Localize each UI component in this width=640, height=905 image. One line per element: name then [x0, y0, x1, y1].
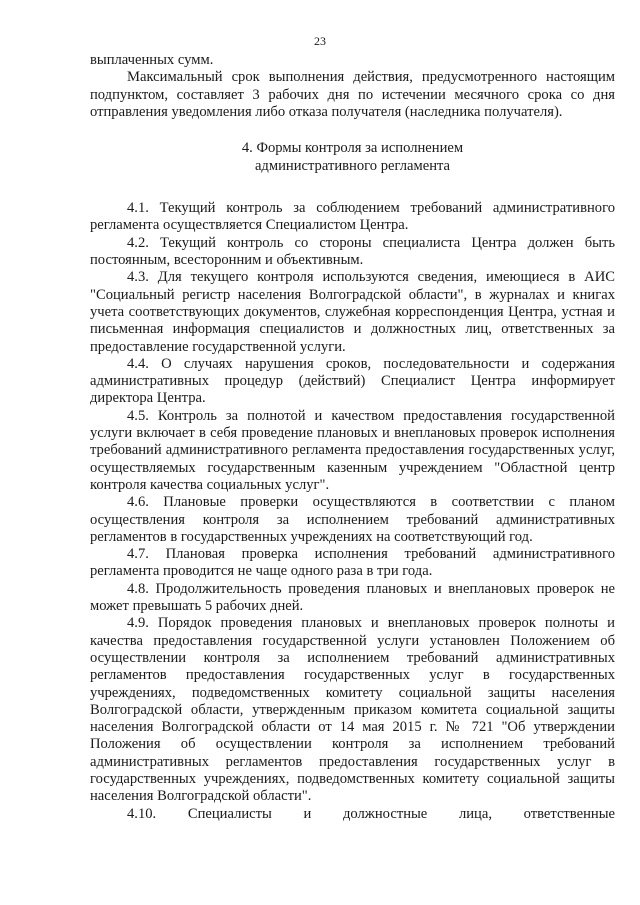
- paragraph-4-10-start: 4.10. Специалисты и должностные лица, ответственные: [127, 805, 615, 822]
- section-title-line-1: 4. Формы контроля за исполнением: [241, 140, 464, 157]
- paragraph-4-1: 4.1. Текущий контроль за соблюдением требований административного регламента осуществляется Специалистом Центра.: [90, 200, 615, 234]
- document-body: [90, 52, 615, 823]
- paragraph-4-5: 4.5. Контроль за полнотой и качеством предоставления государственной услуги включает в себя проведение плановых и внеплановых проверок исполнения требований административного регламента предоставления государственных услуг, осуществляемых государственным казенным учреждением "Областной центр контроля качества социальных услуг".: [90, 407, 615, 493]
- paragraph-4-8: 4.8. Продолжительность проведения плановых и внеплановых проверок не может превышать 5 рабочих дней.: [90, 580, 615, 615]
- paragraph-4-7: 4.7. Плановая проверка исполнения требований административного регламента проводится не чаще одного раза в три года.: [90, 546, 615, 580]
- paragraph-4-3: 4.3. Для текущего контроля используются сведения, имеющиеся в АИС "Социальный регистр населения Волгоградской области", в журналах и книгах учета соответствующих документов, служебная корреспонденция Центра, устная и письменная информация специалистов и должностных лиц, ответственных за предоставление государственной услуги.: [90, 269, 615, 355]
- paragraph-4-2: 4.2. Текущий контроль со стороны специалиста Центра должен быть постоянным, всесторонним и объективным.: [90, 234, 615, 269]
- paragraph-4-4: 4.4. О случаях нарушения сроков, последовательности и содержания административных процедур (действий) Специалист Центра информирует директора Центра.: [90, 355, 615, 407]
- continuation-line: выплаченных сумм.: [90, 52, 214, 68]
- section-title: [90, 139, 615, 175]
- page-number: 23: [314, 34, 326, 48]
- section-title-line-2: административного регламента: [254, 158, 451, 175]
- paragraph-4-6: 4.6. Плановые проверки осуществляются в соответствии с планом осуществления контроля за исполнением требований административных регламентов в государственных учреждениях на соответствующий год.: [90, 494, 615, 545]
- paragraph-deadline: Максимальный срок выполнения действия, предусмотренного настоящим подпунктом, составляет 3 рабочих дня по истечении месячного срока со дня отправления уведомления либо отказа получателя (наследника получателя).: [90, 69, 615, 120]
- paragraph-4-9: 4.9. Порядок проведения плановых и внеплановых проверок полноты и качества предоставления государственной услуги установлен Положением об осуществлении контроля за исполнением требований административных регламентов предоставления государственных услуг в государственных учреждениях, подведомственных комитету социальной защиты населения Волгоградской области, утвержденным приказом комитета социальной защиты населения Волгоградской области от 14 мая 2015 г. № 721 "Об утверждении Положения об осуществлении контроля за исполнением требований административных регламентов предоставления государственных услуг в государственных учреждениях, подведомственных комитету социальной защиты населения Волгоградской области".: [90, 615, 615, 805]
